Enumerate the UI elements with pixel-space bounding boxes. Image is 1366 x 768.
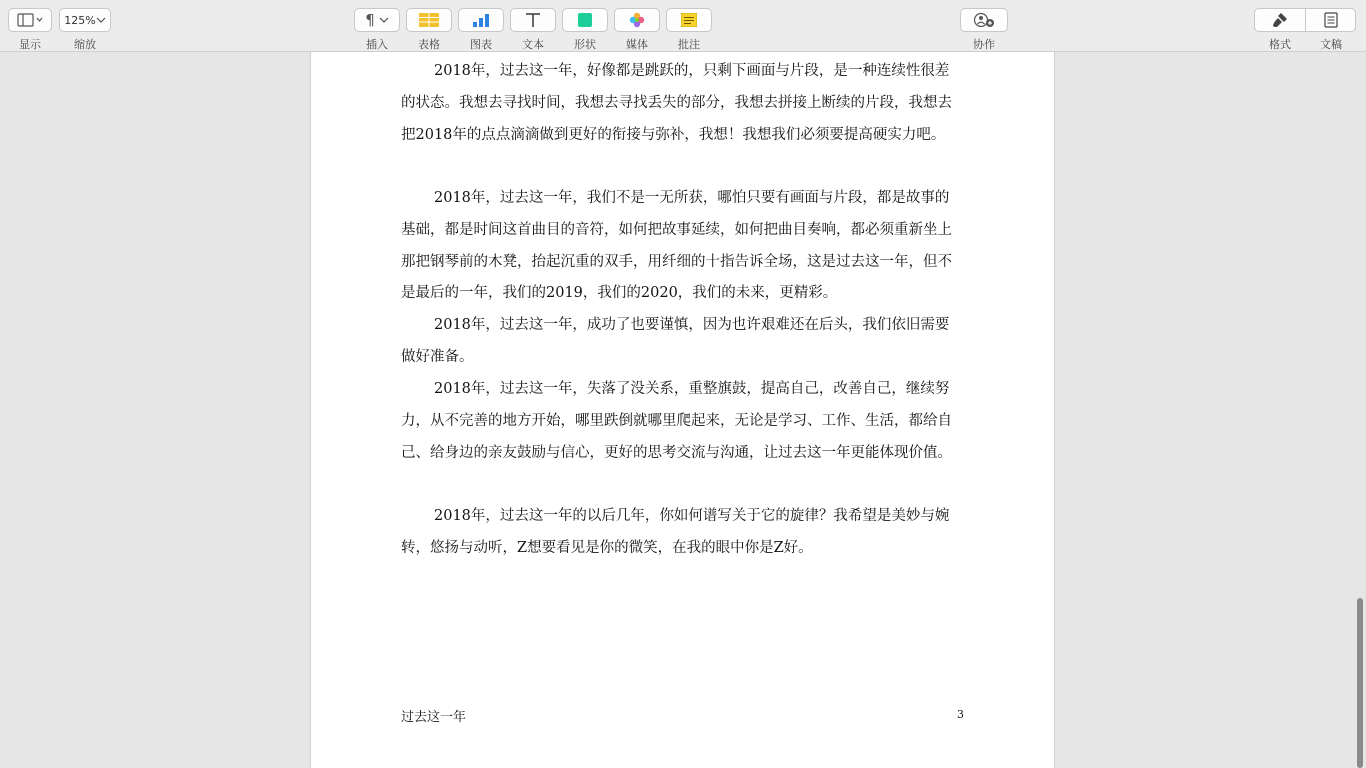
- bar-chart-icon: [472, 13, 490, 27]
- chevron-down-icon: [379, 16, 389, 24]
- shape-label: 形状: [574, 38, 596, 51]
- body-paragraph[interactable]: 2018年，过去这一年，好像都是跳跃的，只剩下画面与片段，是一种连续性很差的状态。我想去寻找时间，我想去寻找丢失的部分，我想去拼接上断续的片段，我想去把2018年的点点滴滴做到更好的衔接与弥补，我想！我想我们必须要提高硬实力吧。: [401, 63, 952, 143]
- format-label: 格式: [1269, 38, 1291, 51]
- body-paragraph[interactable]: 2018年，过去这一年，成功了也要谨慎，因为也许艰难还在后头，我们依旧需要做好准备。: [401, 317, 950, 365]
- document-page[interactable]: [310, 52, 1055, 768]
- footer-title: 过去这一年: [401, 710, 467, 725]
- text-label: 文本: [522, 38, 544, 51]
- text-tool: [510, 8, 556, 52]
- comment-label: 批注: [678, 38, 700, 51]
- format-button[interactable]: [1254, 8, 1306, 32]
- insert-button[interactable]: [354, 8, 400, 32]
- insert-tool: [354, 8, 400, 52]
- collaborate-label: 协作: [973, 38, 995, 51]
- document-icon: [1324, 12, 1338, 28]
- table-icon: [419, 13, 439, 27]
- view-tool: [8, 8, 52, 52]
- shape-tool: [562, 8, 608, 52]
- add-person-icon: [973, 12, 995, 28]
- table-tool: [406, 8, 452, 52]
- document-button[interactable]: [1306, 8, 1356, 32]
- chart-tool: [458, 8, 504, 52]
- body-paragraph[interactable]: 2018年，过去这一年的以后几年，你如何谱写关于它的旋律？我希望是美妙与婉转，悠扬与动听，Z想要看见是你的微笑，在我的眼中你是Z好。: [401, 508, 950, 556]
- body-paragraph[interactable]: 2018年，过去这一年，我们不是一无所获，哪怕只要有画面与片段，都是故事的基础，都是时间这首曲目的音符，如何把故事延续，如何把曲目奏响，都必须重新坐上那把钢琴前的木凳，抬起沉重的双手，用纤细的十指告诉全场，这是过去这一年，但不是最后的一年，我们的2019，我们的2020，我们的未来，更精彩。: [401, 190, 952, 302]
- comment-button[interactable]: [666, 8, 712, 32]
- zoom-select[interactable]: [59, 8, 111, 32]
- vertical-scrollbar-thumb[interactable]: [1357, 598, 1363, 768]
- inspector-segment: [1254, 8, 1356, 32]
- page-number: 3: [957, 708, 964, 721]
- chart-label: 图表: [470, 38, 492, 51]
- comment-tool: [666, 8, 712, 52]
- zoom-value: 125%: [64, 13, 96, 27]
- shape-square-icon: [578, 13, 592, 27]
- collaborate-tool: [960, 8, 1008, 52]
- collaborate-button[interactable]: [960, 8, 1008, 32]
- media-label: 媒体: [626, 38, 648, 51]
- chevron-down-icon: [96, 16, 106, 24]
- comment-note-icon: [681, 13, 697, 27]
- sidebar-icon: [17, 13, 43, 27]
- view-button[interactable]: [8, 8, 52, 32]
- toolbar: [0, 0, 1366, 52]
- inspector-labels: [1254, 36, 1356, 52]
- shape-button[interactable]: [562, 8, 608, 32]
- insert-label: 插入: [366, 38, 388, 51]
- view-label: 显示: [19, 38, 41, 51]
- body-paragraph[interactable]: 2018年，过去这一年，失落了没关系，重整旗鼓，提高自己，改善自己，继续努力，从不完善的地方开始，哪里跌倒就哪里爬起来，无论是学习、工作、生活，都给自己、给身边的亲友鼓励与信心，更好的思考交流与沟通，让过去这一年更能体现价值。: [401, 381, 952, 461]
- chart-button[interactable]: [458, 8, 504, 32]
- zoom-tool: [59, 8, 111, 52]
- photos-flower-icon: [629, 12, 645, 28]
- media-tool: [614, 8, 660, 52]
- inspector-tools: [1254, 8, 1356, 52]
- text-box-icon: [525, 12, 541, 28]
- zoom-label: 缩放: [74, 38, 96, 51]
- paintbrush-icon: [1272, 12, 1288, 28]
- table-button[interactable]: [406, 8, 452, 32]
- document-label: 文稿: [1320, 38, 1342, 51]
- media-button[interactable]: [614, 8, 660, 32]
- table-label: 表格: [418, 38, 440, 51]
- text-button[interactable]: [510, 8, 556, 32]
- paragraph-icon: ¶: [365, 11, 375, 29]
